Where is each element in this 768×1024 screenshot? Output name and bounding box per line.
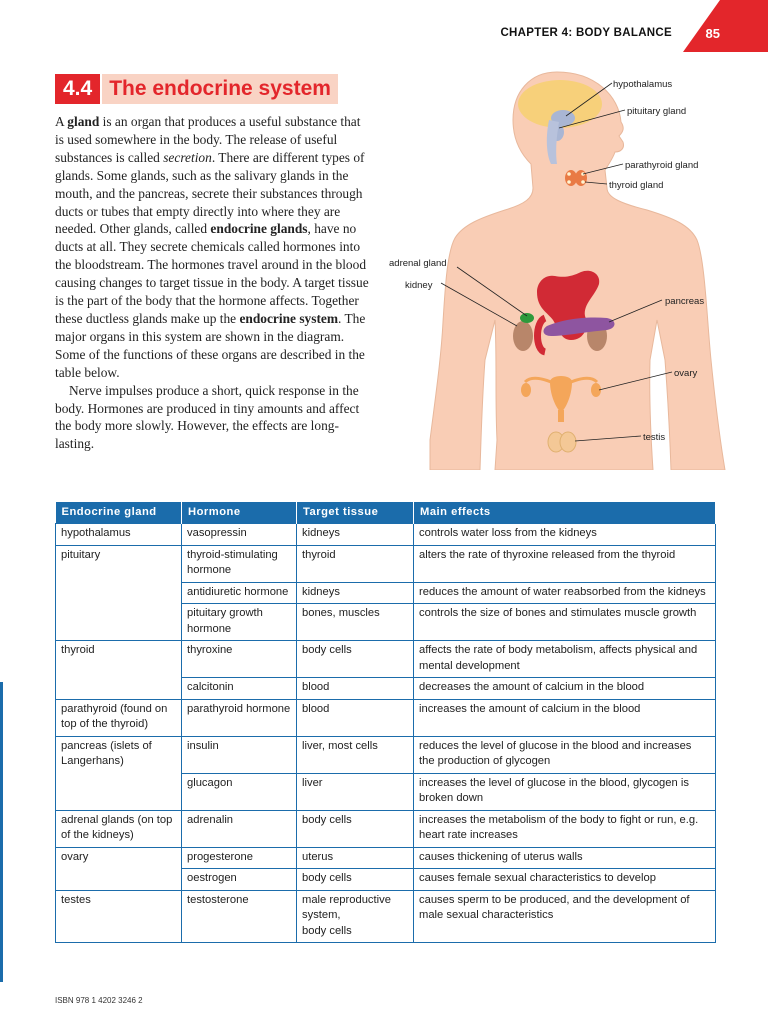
cell-hormone: glucagon: [182, 773, 297, 810]
cell-effect: reduces the level of glucose in the blood and increases the production of glycogen: [414, 736, 716, 773]
text-run: gland: [67, 114, 100, 129]
cell-gland: parathyroid (found on top of the thyroid): [56, 699, 182, 736]
chapter-heading: CHAPTER 4: BODY BALANCE: [500, 27, 672, 39]
cell-target: blood: [297, 699, 414, 736]
table-header-row: [56, 502, 716, 524]
section-number: 4.4: [55, 74, 100, 104]
header-hormone: Hormone: [182, 502, 297, 524]
testes-shape: [548, 432, 576, 452]
text-run: endocrine glands: [210, 221, 308, 237]
section-title: The endocrine system: [102, 74, 338, 104]
label-parathyroid-gland: parathyroid gland: [625, 160, 699, 171]
cell-hormone: testosterone: [182, 890, 297, 943]
paragraph-1: [55, 113, 370, 382]
cell-gland: pituitary: [56, 545, 182, 582]
cell-effect: increases the metabolism of the body to fight or run, e.g. heart rate increases: [414, 810, 716, 847]
table-row: [56, 545, 716, 582]
text-run: . There are different types of glands. Some glands, such as the salivary glands in the mouth, and the pancreas, secrete their substances through ducts or tubes that empty directly into where they are needed. Other glands, called: [55, 149, 365, 237]
text-run: secretion: [163, 149, 212, 165]
cell-target: blood: [297, 678, 414, 700]
section-heading: [55, 74, 338, 104]
label-thyroid-gland: thyroid gland: [609, 180, 664, 191]
cell-hormone: thyroid-stimulating hormone: [182, 545, 297, 582]
cell-target: kidneys: [297, 524, 414, 546]
text-run: , have no ducts at all. They secrete chemicals called hormones into the bloodstream. The hormones travel around in the blood causing changes to target tissue in the body. A target tissue is the part of the body that the hormone affects. Together these ductless glands make up the: [55, 221, 369, 326]
table-row: [56, 678, 716, 700]
label-hypothalamus: hypothalamus: [613, 79, 673, 90]
cell-gland: adrenal glands (on top of the kidneys): [56, 810, 182, 847]
body-silhouette: [430, 72, 725, 470]
cell-hormone: calcitonin: [182, 678, 297, 700]
table-row: [56, 699, 716, 736]
table-row: [56, 847, 716, 869]
table-row: [56, 604, 716, 641]
table-row: [56, 641, 716, 678]
paragraph-2: Nerve impulses produce a short, quick response in the body. Hormones are produced in tiny amounts and affect the body more slowly. However, the effects are long-lasting.: [55, 382, 360, 452]
cell-gland: testes: [56, 890, 182, 943]
cell-target: uterus: [297, 847, 414, 869]
cell-gland: [56, 582, 182, 604]
cell-target: liver: [297, 773, 414, 810]
label-pancreas: pancreas: [665, 296, 705, 307]
page-number: 85: [705, 26, 720, 41]
cell-hormone: insulin: [182, 736, 297, 773]
cell-effect: decreases the amount of calcium in the blood: [414, 678, 716, 700]
cell-gland: [56, 604, 182, 641]
isbn: ISBN 978 1 4202 3246 2: [55, 996, 143, 1005]
cell-hormone: antidiuretic hormone: [182, 582, 297, 604]
cell-effect: causes thickening of uterus walls: [414, 847, 716, 869]
cell-target: liver, most cells: [297, 736, 414, 773]
margin-bar: [0, 682, 3, 982]
label-testis: testis: [643, 432, 666, 443]
cell-effect: increases the level of glucose in the blood, glycogen is broken down: [414, 773, 716, 810]
cell-effect: causes sperm to be produced, and the development of male sexual characteristics: [414, 890, 716, 943]
cell-hormone: parathyroid hormone: [182, 699, 297, 736]
cell-hormone: thyroxine: [182, 641, 297, 678]
cell-gland: [56, 869, 182, 891]
cell-target: thyroid: [297, 545, 414, 582]
cell-effect: increases the amount of calcium in the blood: [414, 699, 716, 736]
header-endocrine-gland: Endocrine gland: [56, 502, 182, 524]
cell-gland: hypothalamus: [56, 524, 182, 546]
label-ovary: ovary: [674, 368, 698, 379]
cell-effect: controls the size of bones and stimulates muscle growth: [414, 604, 716, 641]
cell-hormone: progesterone: [182, 847, 297, 869]
header-target-tissue: Target tissue: [297, 502, 414, 524]
text-run: endocrine system: [239, 310, 339, 326]
cell-gland: thyroid: [56, 641, 182, 678]
cell-target: body cells: [297, 641, 414, 678]
cell-hormone: pituitary growth hormone: [182, 604, 297, 641]
label-adrenal-gland: adrenal gland: [389, 258, 447, 269]
text-run: is an organ that produces a useful substance that is used somewhere in the body. The release of useful substances is called: [55, 114, 361, 165]
table-row: [56, 890, 716, 943]
cell-hormone: vasopressin: [182, 524, 297, 546]
table-row: [56, 524, 716, 546]
cell-gland: ovary: [56, 847, 182, 869]
table-row: [56, 582, 716, 604]
text-run: . The major organs in this system are shown in the diagram. Some of the functions of these organs are described in the table below.: [55, 310, 366, 380]
cell-effect: controls water loss from the kidneys: [414, 524, 716, 546]
body-text: [55, 113, 370, 453]
cell-gland: [56, 773, 182, 810]
table-row: [56, 736, 716, 773]
table-row: [56, 773, 716, 810]
cell-hormone: oestrogen: [182, 869, 297, 891]
table-row: [56, 810, 716, 847]
header-main-effects: Main effects: [414, 502, 716, 524]
cell-effect: causes female sexual characteristics to develop: [414, 869, 716, 891]
adrenal-shape: [520, 313, 534, 323]
table-row: [56, 869, 716, 891]
label-kidney: kidney: [405, 280, 433, 291]
cell-effect: affects the rate of body metabolism, affects physical and mental development: [414, 641, 716, 678]
endocrine-table: [55, 502, 716, 943]
text-run: A: [55, 114, 68, 129]
label-pituitary-gland: pituitary gland: [627, 106, 687, 117]
cell-effect: reduces the amount of water reabsorbed from the kidneys: [414, 582, 716, 604]
cell-effect: alters the rate of thyroxine released from the thyroid: [414, 545, 716, 582]
cell-hormone: adrenalin: [182, 810, 297, 847]
cell-gland: pancreas (islets of Langerhans): [56, 736, 182, 773]
cell-target: male reproductive system, body cells: [297, 890, 414, 943]
cell-gland: [56, 678, 182, 700]
cell-target: bones, muscles: [297, 604, 414, 641]
cell-target: kidneys: [297, 582, 414, 604]
cell-target: body cells: [297, 869, 414, 891]
endocrine-diagram: [385, 60, 768, 470]
cell-target: body cells: [297, 810, 414, 847]
